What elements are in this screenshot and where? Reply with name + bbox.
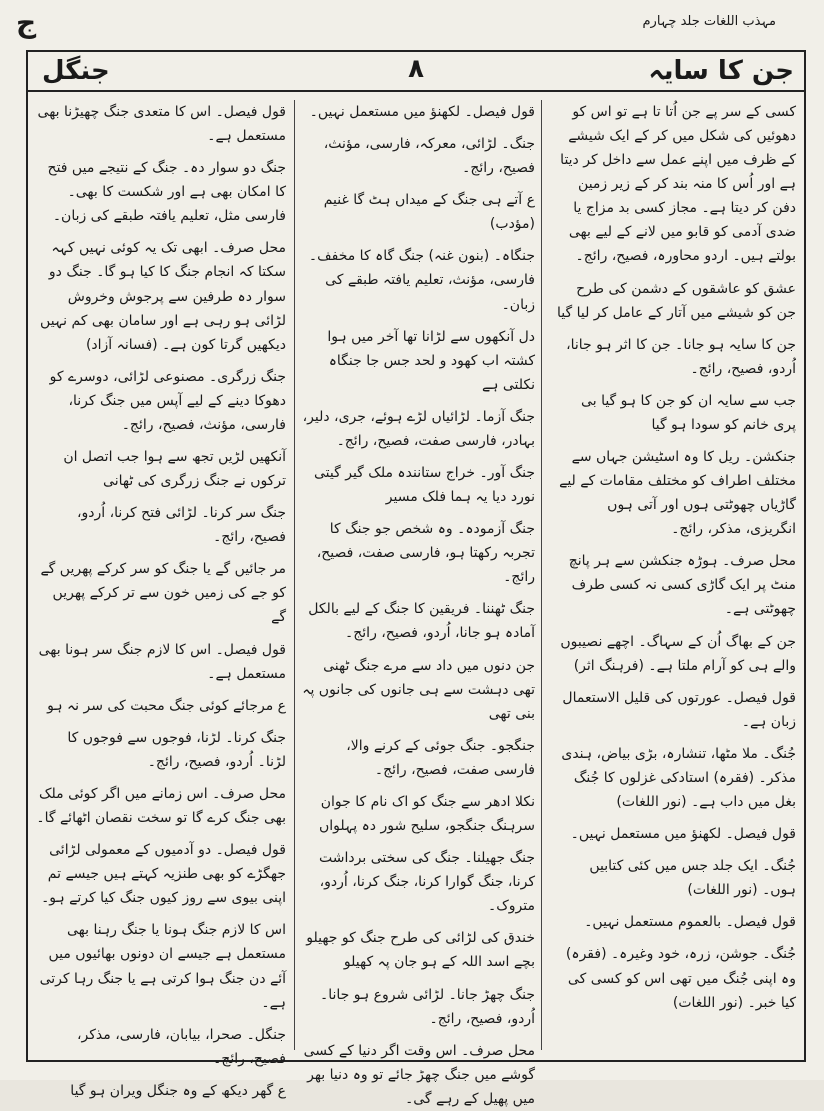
right-column-entry: عشق کو عاشقوں کے دشمن کی طرح جن کو شیشے میں آتار کے عامل کر لیا گیا (557, 280, 796, 321)
middle-column-entry: خندق کی لڑائی کی طرح جنگ کو جھیلو بچے اسد اللہ کے ہو جان پہ کھیلو (306, 930, 535, 971)
right-column-entry: محل صرف۔ ہوڑہ جنکشن سے ہر پانچ منٹ پر ایک گاڑی کسی نہ کسی طرف چھوٹتی ہے۔ (568, 553, 796, 618)
left-column-entry: محل صرف۔ اس زمانے میں اگر کوئی ملک بھی جنگ کرے گا تو سخت نقصان اٹھائے گا۔ (36, 785, 286, 827)
middle-column-entry: دل آنکھوں سے لڑانا تھا آخر میں ہوا کشتہ اب کھود و لحد جس جا جنگاہ نکلتی ہے (327, 328, 535, 393)
left-column-entry: ع گھر دیکھ کے وہ جنگل ویران ہو گیا (70, 1082, 286, 1099)
left-running-title: جنگل (42, 56, 110, 86)
right-column (556, 100, 796, 1050)
left-column-entry: آنکھیں لڑیں تجھ سے ہوا جب اتصل ان ترکوں نے جنگ زرگری کی ٹھانی (63, 449, 286, 490)
corner-letter: ج (16, 6, 37, 39)
right-column-entry: جُنگ۔ جوشن، زرہ، خود وغیرہ۔ (فقرہ) وہ اپنی جُنگ میں تھی اس کو کسی کی کیا خبر۔ (نور اللغات) (565, 946, 796, 1011)
left-column-entry: جنگ سر کرنا۔ لڑائی فتح کرنا، اُردو، فصیح، رائج۔ (77, 505, 286, 546)
middle-column-entry: جنگ ٹھننا۔ فریقین کا جنگ کے لیے بالکل آمادہ ہو جانا، اُردو، فصیح، رائج۔ (308, 601, 535, 642)
right-column-entry: جن کے بھاگ اُن کے سہاگ۔ اچھے نصیبوں والے ہی کو آرام ملتا ہے۔ (فرہنگ اثر) (560, 633, 796, 674)
left-column-entry: اس کا لازم جنگ ہونا یا جنگ رہنا بھی مستعمل ہے جیسے ان دونوں بھائیوں میں آئے دن جنگ ہوا کرتی ہے یا جنگ رہا کرتی ہے۔ (39, 922, 286, 1011)
right-column-entry: قول فیصل۔ عورتوں کی قلیل الاستعمال زبان ہے۔ (562, 689, 796, 730)
middle-column-entry: جنگاہ۔ (بنون غنہ) جنگ گاہ کا مخفف۔ فارسی، مؤنث، تعلیم یافتہ طبقے کی زبان۔ (308, 248, 535, 313)
book-header: مہذب اللغات جلد چہارم (642, 14, 776, 29)
middle-column-entry: جنگجو۔ جنگ جوئی کے کرنے والا، فارسی صفت، فصیح، رائج۔ (346, 737, 535, 778)
right-column-entry: قول فیصل۔ لکھنؤ میں مستعمل نہیں۔ (570, 826, 796, 843)
right-column-entry: جنکشن۔ ریل کا وہ اسٹیشن جہاں سے مختلف اطراف کو مختلف مقامات کے لیے گاڑیاں چھوٹتی ہوں اور آتی ہوں انگریزی، مذکر، رائج۔ (559, 449, 796, 538)
middle-column-entry: جنگ آور۔ خراج ستانندہ ملک گیر گیتی نورد دیا یہ ہما فلک مسیر (314, 465, 535, 506)
left-column-entry: ع مرجائے کوئی جنگ محبت کی سر نہ ہو (47, 697, 286, 714)
right-running-title: جن کا سایہ (648, 56, 794, 86)
left-column-entry: قول فیصل۔ دو آدمیوں کے معمولی لڑائی جھگڑے کو بھی طنزیہ کہتے ہیں جیسے تم اپنی بیوی سے روز کیوں جنگ کیا کرتے ہو۔ (41, 842, 286, 907)
right-column-entry: جن کا سایہ ہو جانا۔ جن کا اثر ہو جانا، اُردو، فصیح، رائج۔ (566, 336, 796, 377)
left-column-entry: قول فیصل۔ اس کا لازم جنگ سر ہونا بھی مستعمل ہے۔ (38, 641, 286, 682)
left-column-entry: مر جائیں گے یا جنگ کو سر کرکے پھریں گے کو جے کی زمیں خون سے تر کرکے پھریں گے (40, 561, 286, 626)
middle-column-entry: محل صرف۔ اس وقت اگر دنیا کے کسی گوشے میں جنگ چھڑ جائے تو وہ دنیا بھر میں پھیل کے رہے گی۔ (303, 1042, 535, 1107)
left-column-entry: جنگ دو سوار دہ۔ جنگ کے نتیجے میں فتح کا امکان بھی ہے اور شکست کا بھی۔ فارسی مثل، تعلیم یافتہ طبقے کی زبان۔ (47, 160, 286, 225)
right-column-entry: جُنگ۔ ملا مٹھا، تنشارہ، بڑی بیاض، ہندی مذکر۔ (فقرہ) استادکی غزلوں کا جُنگ بغل میں داب ہے۔ (نور اللغات) (561, 745, 796, 811)
right-column-entry: جب سے سایہ ان کو جن کا ہو گیا بی پری خانم کو سودا ہو گیا (581, 392, 796, 433)
middle-column-entry: جنگ چھڑ جانا۔ لڑائی شروع ہو جانا۔ اُردو، فصیح، رائج۔ (320, 986, 535, 1027)
right-column-entry: جُنگ۔ ایک جلد جس میں کئی کتابیں ہوں۔ (نور اللغات) (589, 858, 796, 899)
middle-column-entry: نکلا ادھر سے جنگ کو اک نام کا جوان سرہنگ جنگجو، سلیح شور دہ پہلواں (319, 793, 535, 835)
middle-column-entry: ع آتے ہی جنگ کے میداں ہٹ گا غنیم (مؤدب) (323, 192, 535, 233)
left-column-entry: قول فیصل۔ اس کا متعدی جنگ چھیڑنا بھی مستعمل ہے۔ (37, 104, 286, 145)
page-frame (26, 50, 806, 1107)
left-column (36, 100, 286, 1099)
left-column-entry: جنگل۔ صحرا، بیابان، فارسی، مذکر، فصیح، رائج۔ (76, 1026, 286, 1067)
middle-column-entry: جنگ۔ لڑائی، معرکہ، فارسی، مؤنث، فصیح، رائج۔ (323, 136, 535, 177)
left-column-entry: جنگ زرگری۔ مصنوعی لڑائی، دوسرے کو دھوکا دینے کے لیے آپس میں جنگ کرنا، فارسی، مؤنث، فصیح، رائج۔ (49, 368, 286, 433)
middle-column-entry: جنگ آزما۔ لڑائیاں لڑے ہوئے، جری، دلیر، بہادر، فارسی صفت، فصیح، رائج۔ (302, 408, 535, 449)
left-column-entry: محل صرف۔ ابھی تک یہ کوئی نہیں کہہ سکتا کہ انجام جنگ کا کیا ہو گا۔ جنگ دو سوار دہ طرفین سے پرجوش وخروش لڑائی ہو رہی ہے اور سامان بھی کم نہیں دیکھیں گرتا کون ہے۔ (فسانہ آزاد) (40, 240, 286, 353)
middle-column-entry: جنگ جھیلنا۔ جنگ کی سختی برداشت کرنا، جنگ گوارا کرنا، جنگ کرنا، اُردو، متروک۔ (319, 850, 535, 915)
middle-column-entry: جن دنوں میں داد سے مرے جنگ ٹھنی تھی دہشت سے ہی جانوں کی جانوں پہ بنی تھی (302, 657, 535, 722)
page-number: ۸ (408, 54, 424, 84)
middle-column-entry: قول فیصل۔ لکھنؤ میں مستعمل نہیں۔ (309, 104, 535, 120)
middle-column (294, 100, 542, 1107)
title-bar (28, 52, 804, 92)
middle-column-entry: جنگ آزمودہ۔ وہ شخص جو جنگ کا تجربہ رکھتا ہو، فارسی صفت، فصیح، رائج۔ (316, 521, 535, 586)
right-column-entry: قول فیصل۔ بالعموم مستعمل نہیں۔ (584, 914, 796, 931)
left-column-entry: جنگ کرنا۔ لڑنا، فوجوں سے فوجوں کا لڑنا۔ اُردو، فصیح، رائج۔ (67, 729, 286, 770)
right-column-entry: کسی کے سر پے جن اُتا تا ہے تو اس کو دھوئیں کی شکل میں کر کے ایک شیشے کے ظرف میں اپنے عمل سے داخل کر دیتا ہے اور اُس کا منہ بند کر کے زیر زمین دفن کر دیتا ہے۔ مجاز کسی بد مزاج یا ضدی آدمی کو قابو میں لانے کے لیے بھی بولتے ہیں۔ اردو محاورہ، فصیح، رائج۔ (560, 104, 796, 265)
